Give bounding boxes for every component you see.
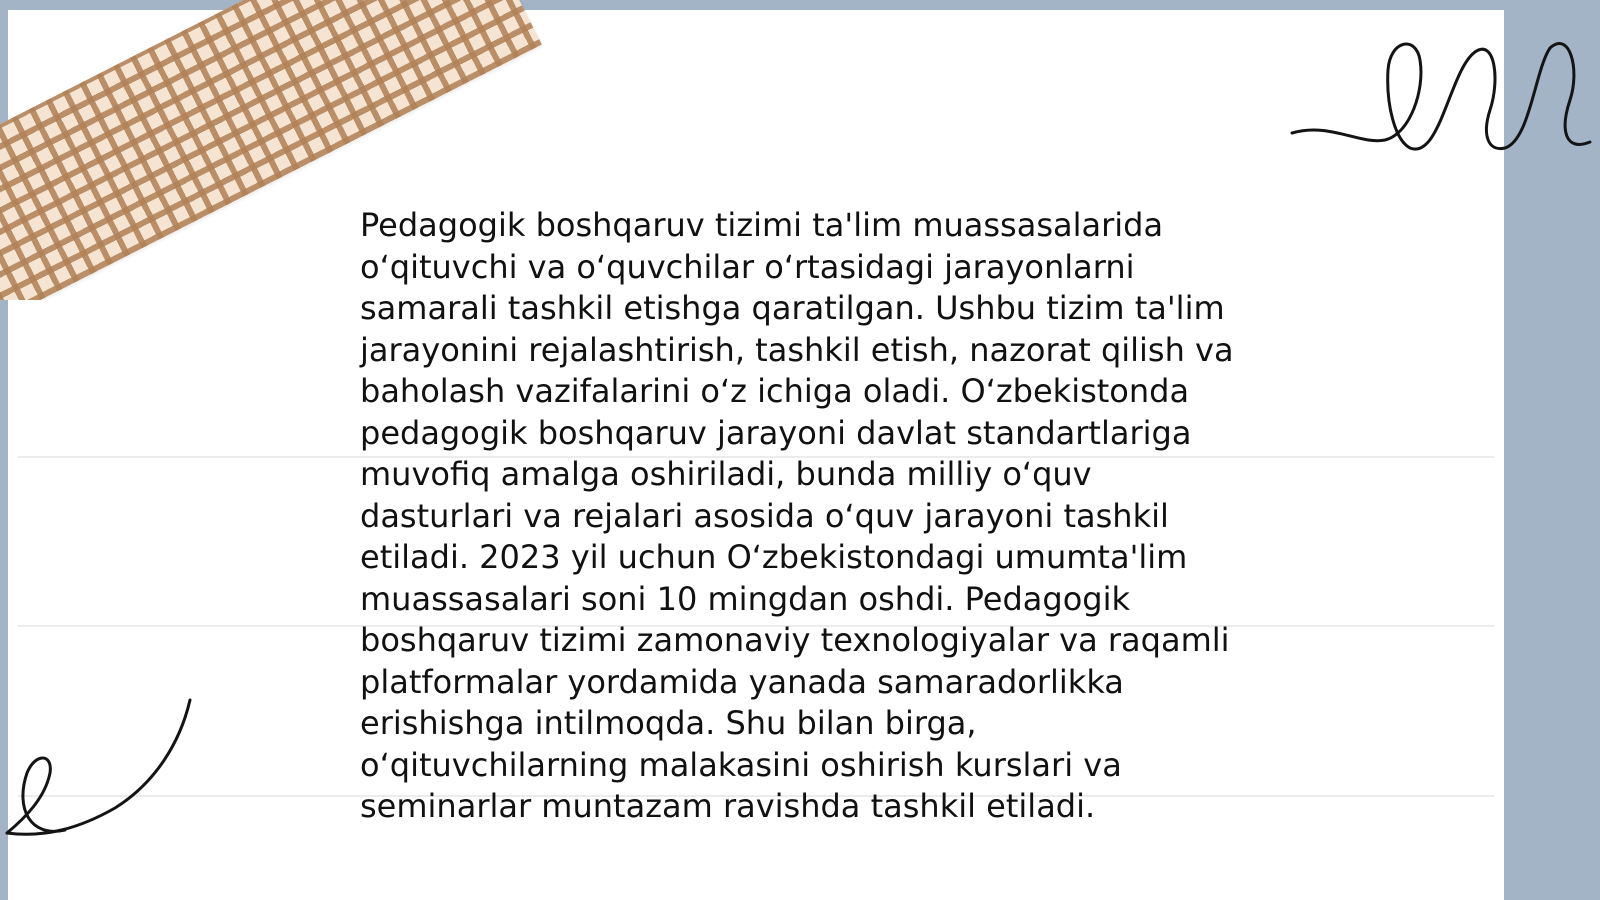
paragraph-line: erishishga intilmoqda. Shu bilan birga, [360,704,977,742]
paragraph-line: dasturlari va rejalari asosida oʻquv jarayoni tashkil [360,496,1169,535]
paragraph-line: baholash vazifalarini oʻz ichiga oladi. Oʻzbekistonda [360,372,1190,410]
paragraph-line: muvofiq amalga oshiriladi, bunda milliy oʻquv [360,455,1092,493]
paragraph-line: jarayonini rejalashtirish, tashkil etish, nazorat qilish va [360,330,1234,369]
paragraph-line: oʻqituvchilarning malakasini oshirish kurslari va [360,745,1122,784]
paragraph-line: Pedagogik boshqaruv tizimi ta'lim muassasalarida [360,206,1164,244]
paragraph-line: etiladi. 2023 yil uchun Oʻzbekistondagi umumta'lim [360,538,1188,576]
loop-swirl-icon [1290,30,1600,170]
paragraph-line: oʻqituvchi va oʻquvchilar oʻrtasidagi jarayonlarni [360,247,1135,286]
paragraph-line: seminarlar muntazam ravishda tashkil etiladi. [360,787,1096,825]
paragraph-line: boshqaruv tizimi zamonaviy texnologiyalar va raqamli [360,621,1230,659]
paragraph-line: platformalar yordamida yanada samaradorlikka [360,662,1124,701]
check-swirl-icon [5,698,205,848]
paragraph-line: muassasalari soni 10 mingdan oshdi. Pedagogik [360,579,1130,618]
body-paragraph [360,205,1260,828]
paragraph-line: pedagogik boshqaruv jarayoni davlat standartlariga [360,413,1192,452]
paragraph-line: samarali tashkil etishga qaratilgan. Ushbu tizim ta'lim [360,289,1225,327]
